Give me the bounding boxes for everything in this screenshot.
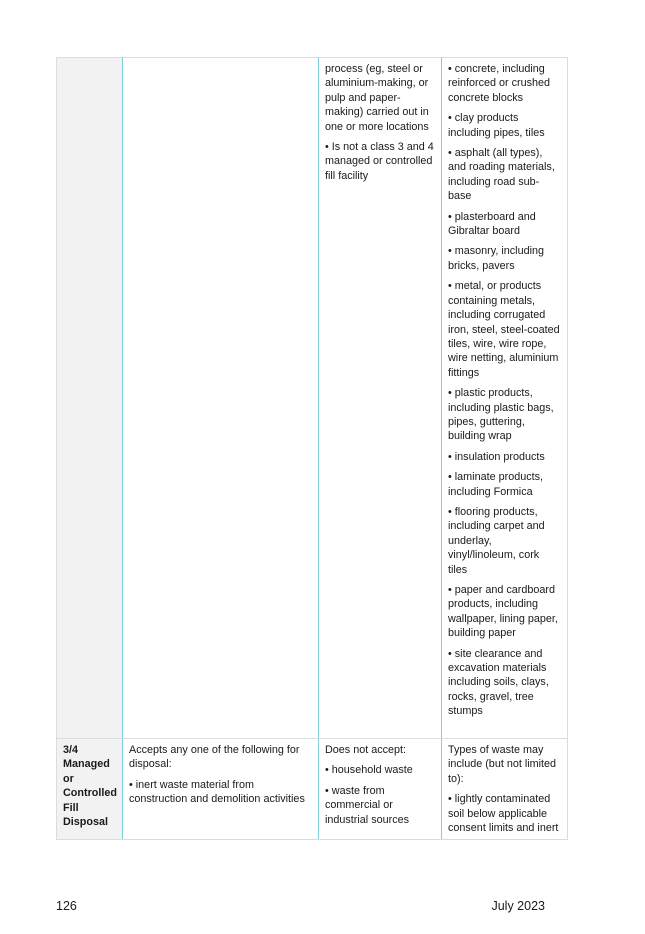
types-of-waste-cell [442,739,568,840]
waste-type-item: • concrete, including reinforced or crushed concrete blocks [448,63,551,104]
does-not-accept-cell [319,739,442,840]
fill-classification-table [56,57,568,840]
accepts-cell [123,58,319,739]
cell-paragraph: Does not accept: [325,744,407,756]
cell-paragraph: Types of waste may include (but not limited to): [448,744,557,785]
does-not-accept-cell [319,58,442,739]
cell-paragraph: process (eg, steel or aluminium-making, or pulp and paper-making) carried out in one or more locations [325,63,429,133]
types-of-waste-cell [442,58,568,739]
table-row [57,58,568,739]
waste-type-item: • paper and cardboard products, including wallpaper, lining paper, building paper [448,584,558,640]
waste-type-item: • asphalt (all types), and roading materials, including road sub-base [448,147,555,203]
class-label-cell: 3/4 Managed or Controlled Fill Disposal [57,739,123,840]
waste-type-item: • site clearance and excavation materials including soils, clays, rocks, gravel, tree stumps [448,647,549,718]
cell-paragraph: • waste from commercial or industrial sources [325,784,410,826]
waste-type-item: • plasterboard and Gibraltar board [448,210,536,238]
waste-type-item: • metal, or products containing metals, including corrugated iron, steel, steel-coated tiles, wire, wire rope, wire netting, aluminium fittings [448,280,560,379]
accepts-cell [123,739,319,840]
page-number: 126 [56,899,77,913]
cell-paragraph: • lightly contaminated soil below applicable consent limits and inert [448,793,559,835]
waste-type-item: • clay products including pipes, tiles [448,112,545,139]
class-cell [57,58,123,739]
table-row [57,739,568,840]
cell-paragraph: • inert waste material from construction and demolition activities [129,778,305,806]
cell-paragraph: • household waste [325,764,413,777]
cell-paragraph: • Is not a class 3 and 4 managed or controlled fill facility [325,141,434,182]
footer-date: July 2023 [491,899,545,913]
waste-type-item: • insulation products [448,450,545,463]
waste-type-item: • masonry, including bricks, pavers [448,245,544,272]
waste-type-item: • flooring products, including carpet and underlay, vinyl/linoleum, cork tiles [448,505,545,576]
cell-paragraph: Accepts any one of the following for disposal: [129,744,300,771]
waste-type-item: • laminate products, including Formica [448,471,543,498]
waste-type-item: • plastic products, including plastic bags, pipes, guttering, building wrap [448,387,554,443]
